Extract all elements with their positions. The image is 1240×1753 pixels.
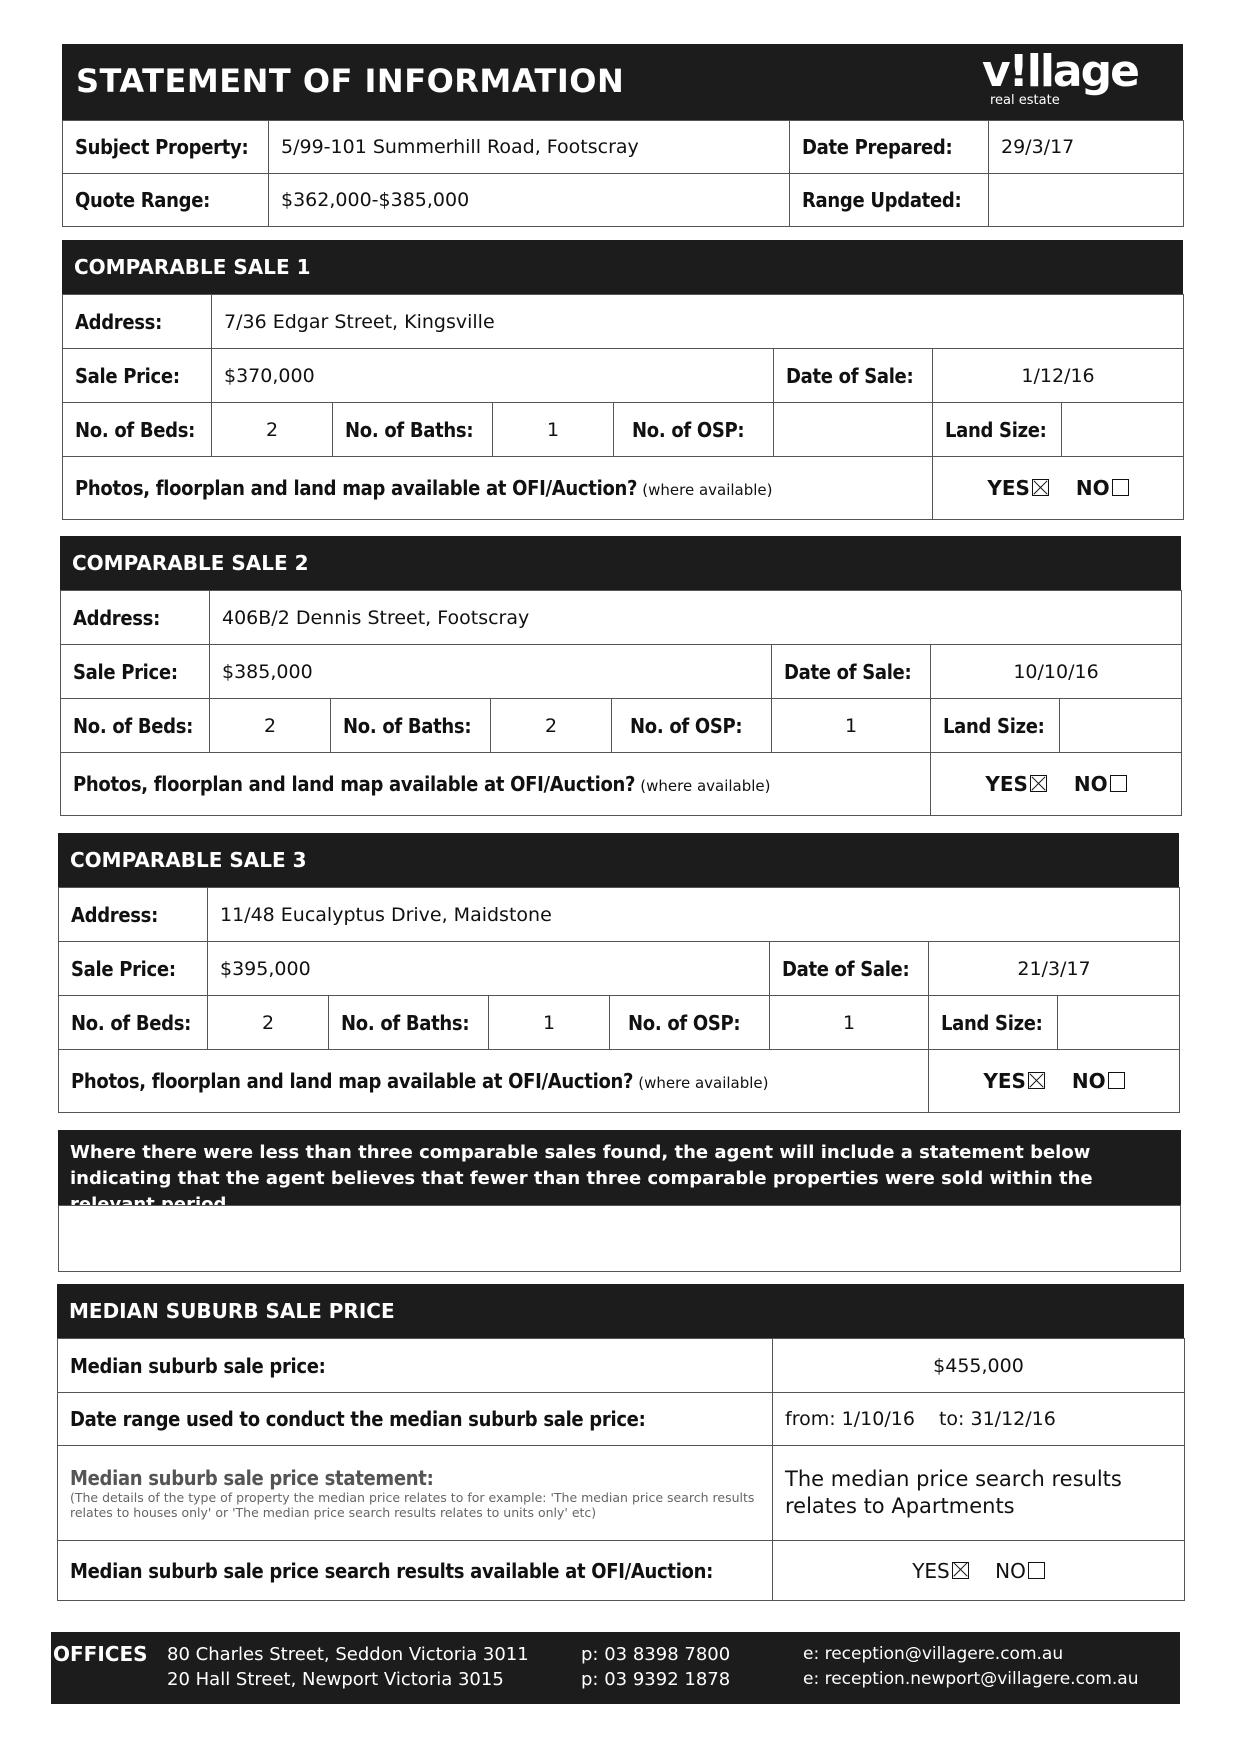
- land-size-value: [1060, 699, 1182, 753]
- date-to: 31/12/16: [970, 1408, 1056, 1430]
- beds-label: No. of Beds:: [61, 699, 210, 753]
- phone-seddon: p: 03 8398 7800: [581, 1644, 731, 1665]
- fewer-sales-statement-field[interactable]: [58, 1205, 1181, 1272]
- median-section-header: [57, 1284, 1184, 1338]
- no-checkbox-empty-icon[interactable]: [1112, 479, 1129, 496]
- sale-table: [58, 887, 1180, 1113]
- office-addresses: [167, 1642, 529, 1692]
- sale-title: COMPARABLE SALE 3: [70, 848, 307, 872]
- osp-label: No. of OSP:: [612, 699, 772, 753]
- median-title: MEDIAN SUBURB SALE PRICE: [69, 1299, 395, 1323]
- comparable-sale-2: [60, 536, 1181, 815]
- where-available-note: (where available): [640, 777, 771, 795]
- photos-question-text: Photos, floorplan and land map available at OFI/Auction?: [73, 772, 636, 796]
- no-label: NO: [1071, 1069, 1106, 1093]
- median-statement-value: The median price search results relates to Apartments: [773, 1446, 1185, 1541]
- median-yes-checkbox-checked-icon[interactable]: [952, 1562, 969, 1579]
- no-checkbox-empty-icon[interactable]: [1110, 775, 1127, 792]
- osp-label: No. of OSP:: [614, 403, 774, 457]
- photos-question: [63, 457, 933, 520]
- subject-property-value: 5/99-101 Summerhill Road, Footscray: [269, 121, 790, 174]
- baths-value: 2: [491, 699, 612, 753]
- date-of-sale-label: Date of Sale:: [772, 645, 931, 699]
- photos-yes-no: [929, 1050, 1180, 1113]
- median-price-label: Median suburb sale price:: [58, 1339, 773, 1393]
- fewer-sales-notice: [58, 1130, 1181, 1215]
- baths-value: 1: [489, 996, 610, 1050]
- office-address-seddon: 80 Charles Street, Seddon Victoria 3011: [167, 1644, 529, 1665]
- osp-value: 1: [772, 699, 931, 753]
- address-label: Address:: [61, 591, 210, 645]
- beds-label: No. of Beds:: [63, 403, 212, 457]
- date-of-sale-label: Date of Sale:: [774, 349, 933, 403]
- date-of-sale-value: 21/3/17: [929, 942, 1180, 996]
- median-statement-cell: [58, 1446, 773, 1541]
- photos-yes-no: [931, 753, 1182, 816]
- osp-label: No. of OSP:: [610, 996, 770, 1050]
- address-value: 7/36 Edgar Street, Kingsville: [212, 295, 1184, 349]
- address-label: Address:: [59, 888, 208, 942]
- sale-table: [62, 294, 1184, 520]
- sale-title: COMPARABLE SALE 2: [72, 551, 309, 575]
- sale-section-header: [58, 833, 1179, 887]
- address-label: Address:: [63, 295, 212, 349]
- office-emails: [803, 1642, 1139, 1692]
- beds-value: 2: [208, 996, 329, 1050]
- no-label: NO: [1073, 772, 1108, 796]
- yes-label: YES: [983, 1069, 1026, 1093]
- baths-label: No. of Baths:: [331, 699, 491, 753]
- phone-newport: p: 03 9392 1878: [581, 1669, 731, 1690]
- offices-label: OFFICES: [53, 1642, 148, 1666]
- yes-checkbox-checked-icon[interactable]: [1028, 1072, 1045, 1089]
- email-seddon[interactable]: e: reception@villagere.com.au: [803, 1644, 1064, 1664]
- range-updated-label: Range Updated:: [790, 174, 989, 227]
- sale-table: [60, 590, 1182, 816]
- photos-question-text: Photos, floorplan and land map available at OFI/Auction?: [71, 1069, 634, 1093]
- village-logo: v!llage real estate: [982, 46, 1138, 108]
- office-address-newport: 20 Hall Street, Newport Victoria 3015: [167, 1669, 504, 1690]
- sale-price-value: $395,000: [208, 942, 770, 996]
- photos-question: [61, 753, 931, 816]
- subject-property-label: Subject Property:: [63, 121, 269, 174]
- baths-value: 1: [493, 403, 614, 457]
- date-from: 1/10/16: [841, 1408, 915, 1430]
- date-range-value: from: 1/10/16 to: 31/12/16: [773, 1393, 1185, 1446]
- date-prepared-value: 29/3/17: [989, 121, 1184, 174]
- land-size-label: Land Size:: [933, 403, 1062, 457]
- date-prepared-label: Date Prepared:: [790, 121, 989, 174]
- beds-value: 2: [210, 699, 331, 753]
- beds-label: No. of Beds:: [59, 996, 208, 1050]
- sale-price-value: $370,000: [212, 349, 774, 403]
- land-size-label: Land Size:: [931, 699, 1060, 753]
- date-of-sale-label: Date of Sale:: [770, 942, 929, 996]
- yes-checkbox-checked-icon[interactable]: [1032, 479, 1049, 496]
- office-phones: [581, 1642, 730, 1692]
- osp-value: [774, 403, 933, 457]
- sale-price-value: $385,000: [210, 645, 772, 699]
- footer-bar: [51, 1632, 1180, 1704]
- osp-value: 1: [770, 996, 929, 1050]
- land-size-label: Land Size:: [929, 996, 1058, 1050]
- photos-question-text: Photos, floorplan and land map available at OFI/Auction?: [75, 476, 638, 500]
- yes-label: YES: [987, 476, 1030, 500]
- sale-section-header: [62, 240, 1183, 294]
- median-statement-label: Median suburb sale price statement:: [70, 1466, 434, 1490]
- no-label: NO: [1075, 476, 1110, 500]
- no-checkbox-empty-icon[interactable]: [1108, 1072, 1125, 1089]
- land-size-value: [1062, 403, 1184, 457]
- address-value: 11/48 Eucalyptus Drive, Maidstone: [208, 888, 1180, 942]
- comparable-sale-3: [58, 833, 1179, 1112]
- sale-price-label: Sale Price:: [63, 349, 212, 403]
- baths-label: No. of Baths:: [333, 403, 493, 457]
- baths-label: No. of Baths:: [329, 996, 489, 1050]
- yes-checkbox-checked-icon[interactable]: [1030, 775, 1047, 792]
- date-of-sale-value: 10/10/16: [931, 645, 1182, 699]
- where-available-note: (where available): [638, 1074, 769, 1092]
- search-results-label: Median suburb sale price search results available at OFI/Auction:: [58, 1541, 773, 1601]
- beds-value: 2: [212, 403, 333, 457]
- subject-table: [62, 120, 1184, 227]
- range-updated-value: [989, 174, 1184, 227]
- address-value: 406B/2 Dennis Street, Footscray: [210, 591, 1182, 645]
- page-title: STATEMENT OF INFORMATION: [76, 62, 625, 100]
- date-of-sale-value: 1/12/16: [933, 349, 1184, 403]
- date-range-label: Date range used to conduct the median suburb sale price:: [58, 1393, 773, 1446]
- notice-text: Where there were less than three comparable sales found, the agent will include a statement below indicating that the agent believes that fewer than three comparable properties were sold within the relevant period.: [70, 1142, 1093, 1215]
- search-results-yes-no: YES NO: [773, 1541, 1185, 1601]
- sale-price-label: Sale Price:: [59, 942, 208, 996]
- photos-yes-no: [933, 457, 1184, 520]
- sale-section-header: [60, 536, 1181, 590]
- land-size-value: [1058, 996, 1180, 1050]
- median-price-value: $455,000: [773, 1339, 1185, 1393]
- email-newport[interactable]: e: reception.newport@villagere.com.au: [803, 1669, 1139, 1689]
- photos-question: [59, 1050, 929, 1113]
- sale-price-label: Sale Price:: [61, 645, 210, 699]
- sale-title: COMPARABLE SALE 1: [74, 255, 311, 279]
- median-table: [57, 1338, 1185, 1601]
- quote-range-label: Quote Range:: [63, 174, 269, 227]
- comparable-sale-1: [62, 240, 1183, 519]
- where-available-note: (where available): [642, 481, 773, 499]
- median-no-checkbox-empty-icon[interactable]: [1028, 1562, 1045, 1579]
- header-bar: [62, 44, 1183, 120]
- yes-label: YES: [985, 772, 1028, 796]
- median-statement-hint: (The details of the type of property the median price relates to for example: 'The median price search results relates to houses only' or 'The median price search results relates to units only' etc): [70, 1490, 755, 1520]
- quote-range-value: $362,000-$385,000: [269, 174, 790, 227]
